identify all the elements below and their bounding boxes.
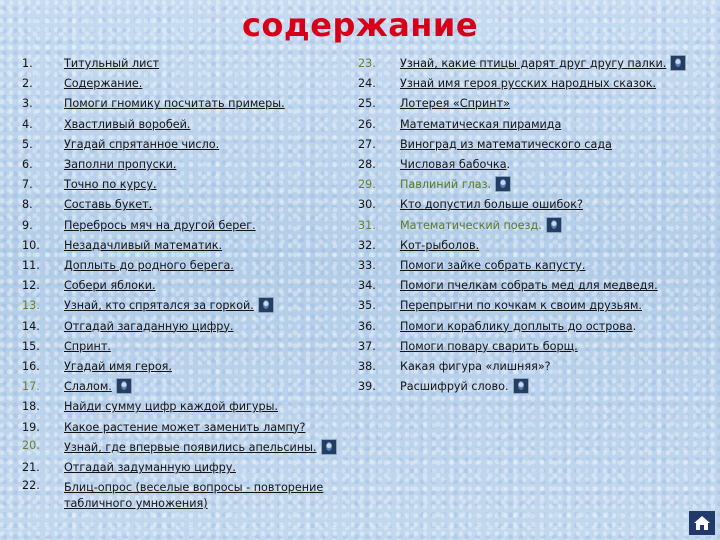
toc-item[interactable] [358,94,698,114]
toc-item-link[interactable]: Помоги зайке собрать капусту. [400,259,586,273]
toc-item-link[interactable]: Математический поезд. [400,218,542,232]
toc-item-number: 24. [358,77,376,91]
toc-item-link[interactable]: Какое растение может заменить лампу? [64,420,306,434]
toc-item-number: 16. [22,360,40,374]
toc-item-link[interactable]: Содержание. [64,77,143,91]
toc-item-number: 12. [22,279,40,293]
toc-item[interactable] [22,256,342,276]
toc-item-number: 31. [358,218,376,232]
toc-item-link[interactable]: Павлиний глаз. [400,178,492,192]
toc-item-number: 9. [22,218,33,232]
toc-item-link[interactable]: Титульный лист [64,57,160,70]
toc-item-number: 17. [22,380,40,394]
toc-item-link[interactable]: Составь букет. [64,198,153,212]
toc-item[interactable] [22,94,342,114]
toc-item[interactable] [358,276,698,296]
toc-item-link[interactable]: Лотерея «Спринт» [400,97,510,111]
toc-item[interactable] [22,317,342,337]
speaker-icon[interactable] [258,297,274,313]
toc-item[interactable] [22,296,342,316]
speaker-icon[interactable] [670,55,686,71]
speaker-icon[interactable] [546,217,562,233]
toc-item[interactable] [22,458,342,478]
toc-item[interactable] [358,74,698,94]
toc-item-number: 37. [358,339,376,353]
toc-item-number: 27. [358,137,376,151]
toc-item-link[interactable]: Отгадай задуманную цифру. [64,461,236,475]
toc-item-number: 7. [22,178,33,192]
toc-item[interactable] [358,175,698,195]
toc-item-number: 30. [358,198,376,212]
toc-item-link[interactable]: Найди сумму цифр каждой фигуры. [64,400,278,414]
page-title: содержание [241,6,479,44]
toc-item-number: 22. [22,479,40,493]
toc-item-number: 2. [22,77,33,91]
toc-item-link[interactable]: Перебрось мяч на другой берег. [64,218,256,232]
toc-item[interactable] [358,155,698,175]
speaker-icon[interactable] [513,378,529,394]
toc-item[interactable] [22,216,342,236]
speaker-icon[interactable] [495,176,511,192]
toc-item-number: 3. [22,97,33,111]
toc-item-number: 14. [22,319,40,333]
toc-item[interactable] [358,216,698,236]
toc-item-number: 32. [358,238,376,252]
toc-item[interactable] [22,478,342,514]
toc-item[interactable] [22,236,342,256]
toc-item[interactable] [22,397,342,417]
toc-item-link[interactable]: Кто допустил больше ошибок? [400,198,583,212]
toc-right-column [358,54,698,397]
toc-item-link[interactable]: Угадай имя героя. [64,360,172,374]
toc-item-number: 35. [358,299,376,313]
toc-item-link[interactable]: Помоги гномику посчитать примеры. [64,97,285,111]
toc-item-link[interactable]: Помоги повару сварить борщ. [400,339,578,353]
toc-item[interactable] [22,357,342,377]
toc-item-number: 28. [358,158,376,172]
toc-item-link[interactable]: Блиц-опрос (веселые вопросы - повторение табличного умножения) [64,481,324,510]
toc-item[interactable] [22,135,342,155]
toc-item-number: 8. [22,198,33,212]
toc-item-number: 15. [22,339,40,353]
toc-item[interactable] [358,317,698,337]
toc-item[interactable] [22,155,342,175]
toc-item-link[interactable]: Узнай имя героя русских народных сказок. [400,77,657,91]
toc-item-link[interactable]: Заполни пропуски. [64,158,177,172]
toc-item-number: 25. [358,97,376,111]
toc-item-number: 11. [22,259,40,273]
toc-item[interactable] [22,175,342,195]
toc-item-link[interactable]: Узнай, какие птицы дарят друг другу палки. [400,57,667,70]
toc-item[interactable] [22,276,342,296]
toc-item-number: 5. [22,137,33,151]
toc-item-number: 4. [22,117,33,131]
toc-item-link[interactable]: Доплыть до родного берега. [64,259,234,273]
toc-item[interactable] [22,438,342,458]
toc-item-link[interactable]: Угадай спрятанное число. [64,137,220,151]
toc-item-link: Расшифруй слово. [400,380,509,394]
toc-item-link[interactable]: Помоги кораблику доплыть до острова [400,319,633,333]
toc-item[interactable] [358,115,698,135]
toc-item-link[interactable]: Числовая бабочка [400,158,507,172]
speaker-icon[interactable] [321,439,337,455]
toc-item[interactable] [22,337,342,357]
toc-item-suffix: . [632,319,637,333]
toc-item-link[interactable]: Собери яблоки. [64,279,156,293]
toc-item-number: 33. [358,259,376,273]
toc-item-number: 26. [358,117,376,131]
toc-item-number: 1. [22,57,33,70]
toc-item-link[interactable]: Перепрыгни по кочкам к своим друзьям. [400,299,642,313]
toc-item-number: 39. [358,380,376,394]
toc-item[interactable] [22,377,342,397]
toc-item-link[interactable]: Помоги пчелкам собрать мед для медведя. [400,279,658,293]
home-button[interactable] [688,510,716,536]
toc-item[interactable] [358,236,698,256]
toc-item-link[interactable]: Узнай, где впервые появились апельсины. [64,440,317,454]
toc-item-link[interactable]: Узнай, кто спрятался за горкой. [64,299,254,313]
toc-item[interactable] [22,418,342,438]
toc-item-number: 13. [22,299,40,313]
toc-item-number: 29. [358,178,376,192]
toc-item[interactable] [358,377,698,397]
toc-item-link[interactable]: Незадачливый математик. [64,238,223,252]
home-icon [692,514,712,532]
toc-item-number: 6. [22,158,33,172]
toc-item-number: 34. [358,279,376,293]
toc-item-number: 18. [22,400,40,414]
toc-item[interactable] [22,74,342,94]
toc-item-number: 10. [22,238,40,252]
toc-item-link[interactable]: Хвастливый воробей. [64,117,191,131]
speaker-icon[interactable] [116,378,132,394]
toc-item-link[interactable]: Слалом. [64,380,112,394]
toc-item-suffix: . [506,158,511,172]
toc-item-link[interactable]: Виноград из математического сада [400,137,612,151]
toc-item-link[interactable]: Спринт. [64,339,111,353]
toc-item-number: 21. [22,461,40,475]
toc-item[interactable] [358,296,698,316]
toc-item[interactable] [358,135,698,155]
toc-item-number: 36. [358,319,376,333]
toc-item-link[interactable]: Точно по курсу. [64,178,157,192]
toc-item[interactable] [22,115,342,135]
toc-item-link[interactable]: Отгадай загаданную цифру. [64,319,234,333]
toc-left-column [22,54,342,514]
toc-item-number: 20. [22,438,40,452]
toc-item[interactable] [358,357,698,377]
toc-item-number: 19. [22,420,40,434]
toc-item[interactable] [22,54,342,74]
toc-item[interactable] [358,195,698,215]
toc-item-number: 38. [358,360,376,374]
toc-item-link: Какая фигура «лишняя»? [400,360,551,374]
toc-item[interactable] [22,195,342,215]
toc-item[interactable] [358,337,698,357]
toc-item-link[interactable]: Математическая пирамида [400,117,562,131]
toc-item-number: 23. [358,57,376,70]
toc-item-link[interactable]: Кот-рыболов. [400,238,480,252]
toc-item[interactable] [358,54,698,74]
toc-item[interactable] [358,256,698,276]
